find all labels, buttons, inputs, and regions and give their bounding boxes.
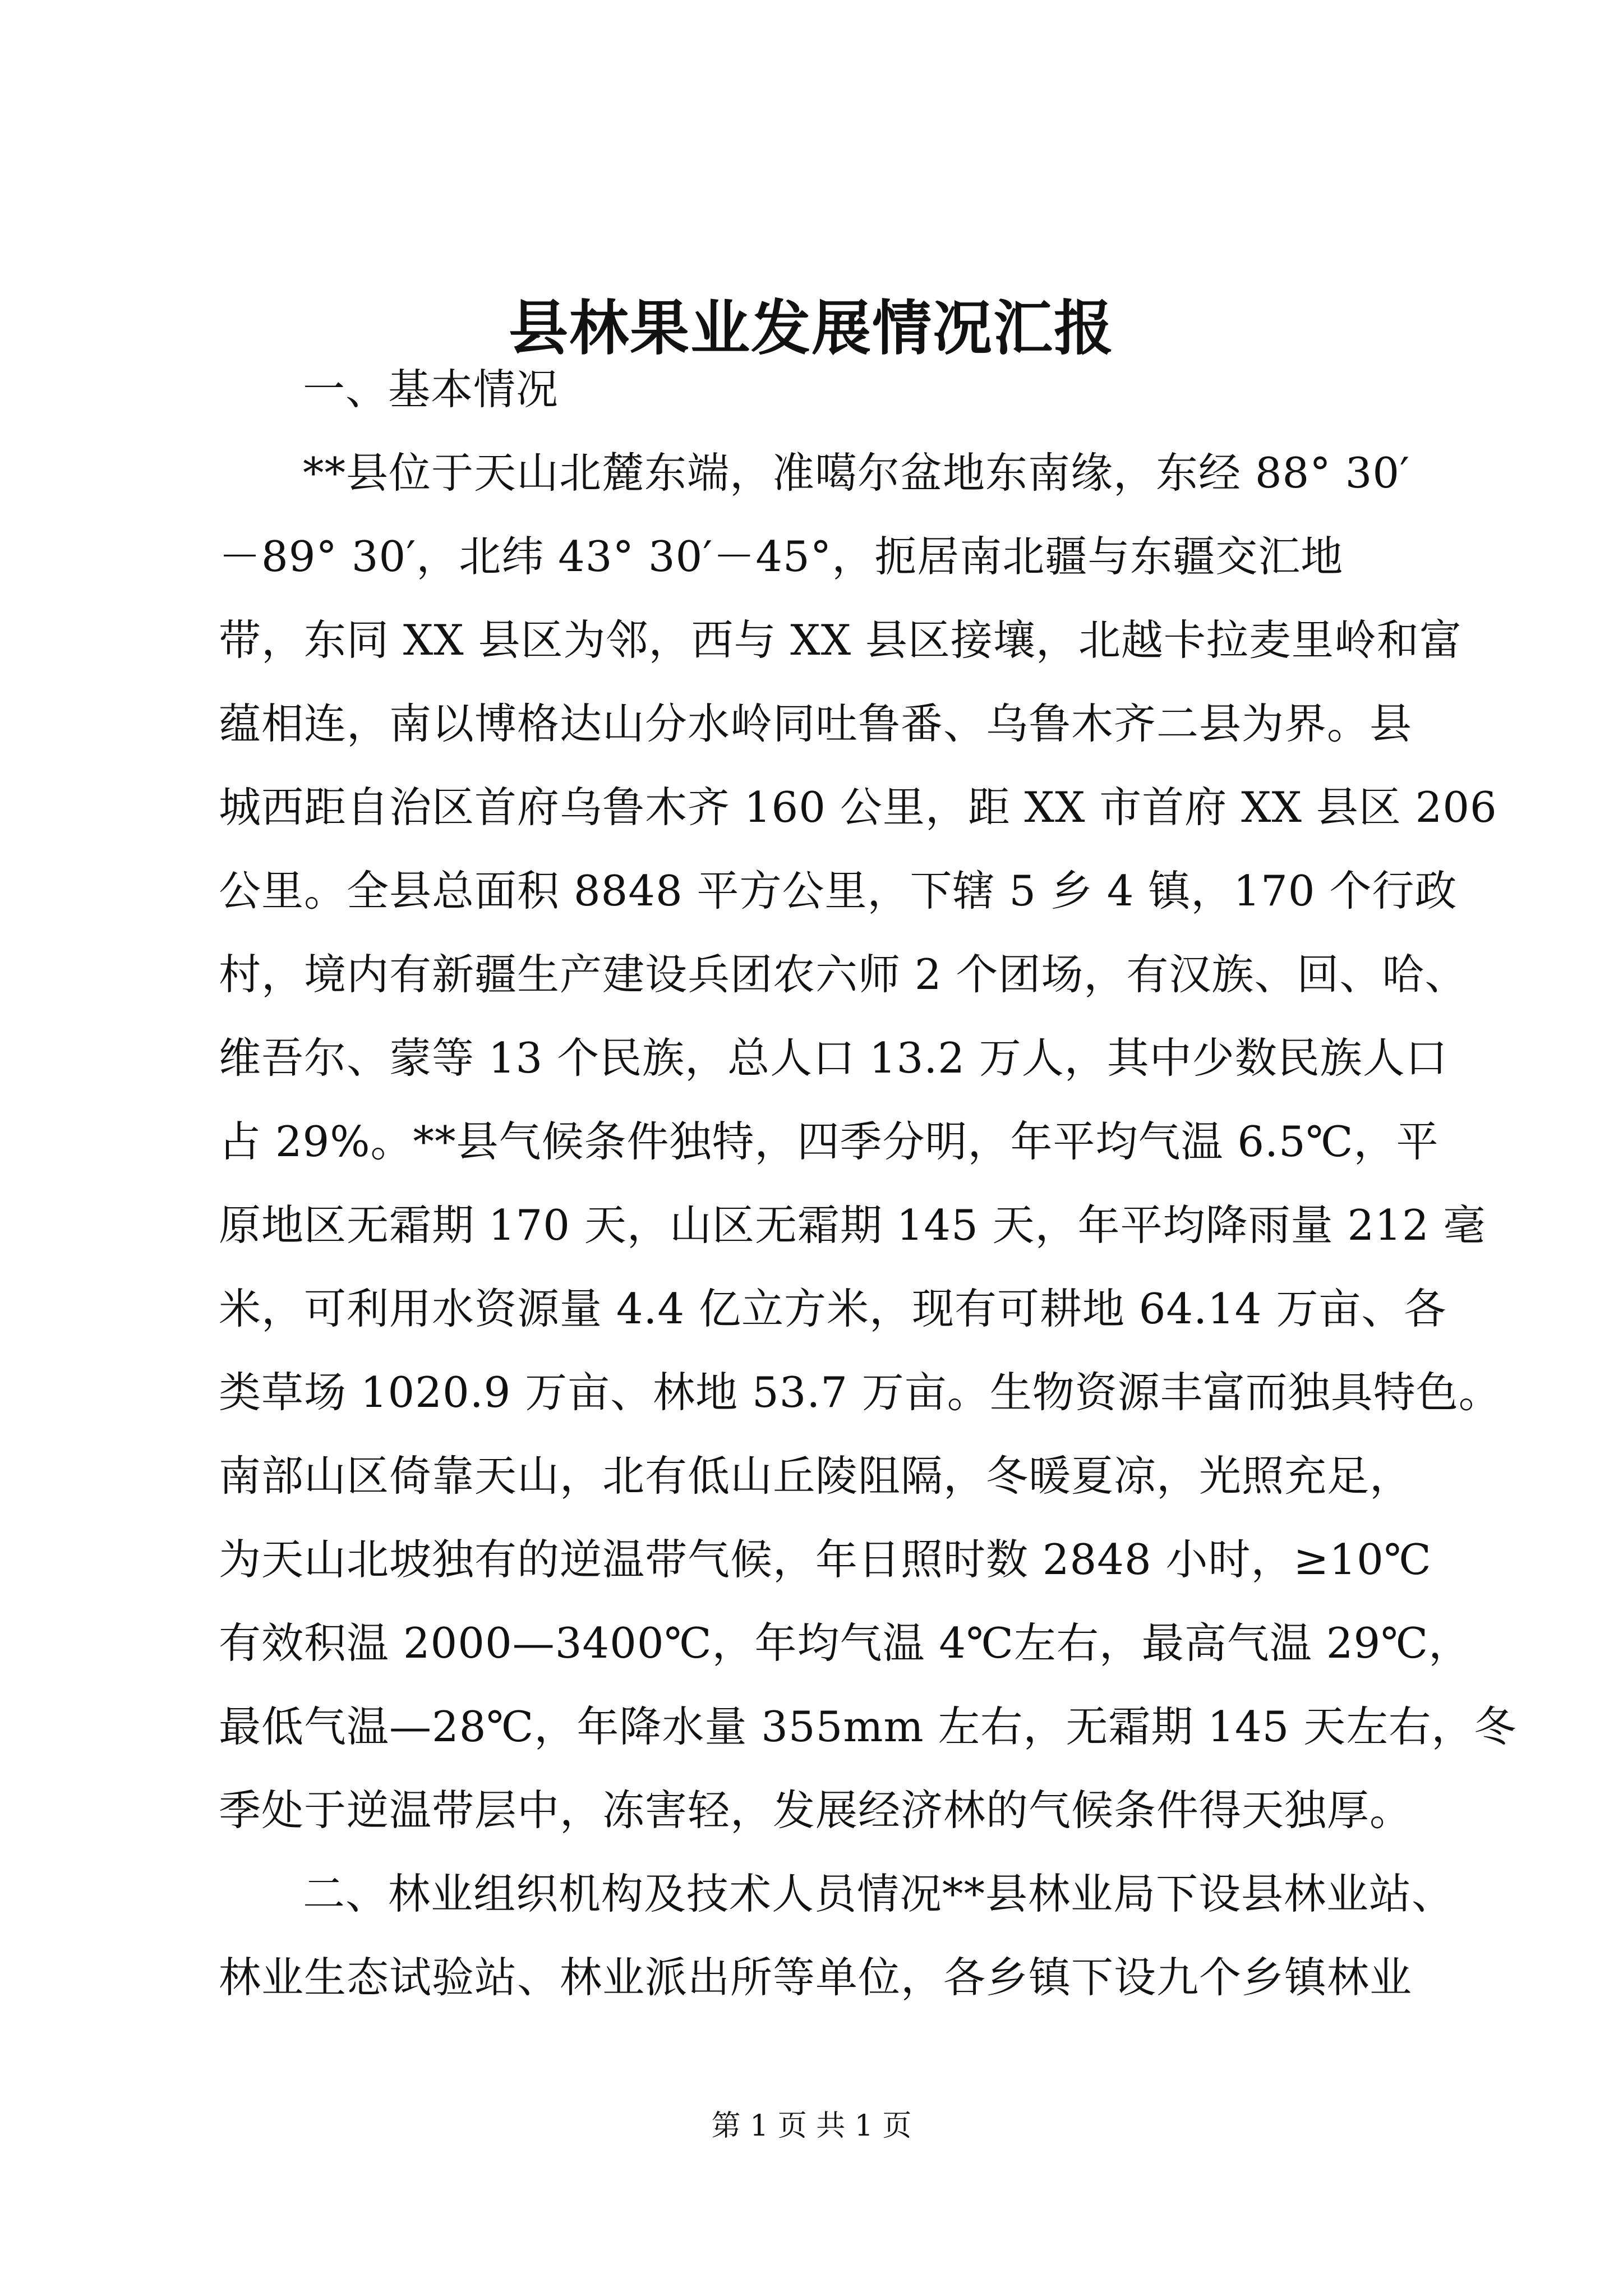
paragraph-line: 占 29%。**县气候条件独特，四季分明，年平均气温 6.5℃，平 xyxy=(219,1117,1439,1166)
paragraph-line: 公里。全县总面积 8848 平方公里，下辖 5 乡 4 镇，170 个行政 xyxy=(219,866,1458,915)
paragraph-line: 带，东同 XX 县区为邻，西与 XX 县区接壤，北越卡拉麦里岭和富 xyxy=(219,615,1462,665)
paragraph-line: 类草场 1020.9 万亩、林地 53.7 万亩。生物资源丰富而独具特色。 xyxy=(219,1368,1501,1417)
paragraph-line: 季处于逆温带层中，冻害轻，发展经济林的气候条件得天独厚。 xyxy=(219,1786,1413,1835)
paragraph-line: 村，境内有新疆生产建设兵团农六师 2 个团场，有汉族、回、哈、 xyxy=(219,950,1468,999)
paragraph-line: 为天山北坡独有的逆温带气候，年日照时数 2848 小时，≥10℃ xyxy=(219,1535,1432,1584)
paragraph-line: 原地区无霜期 170 天，山区无霜期 145 天，年平均降雨量 212 毫 xyxy=(219,1200,1486,1250)
section-heading-organization: 二、林业组织机构及技术人员情况**县林业局下设县林业站、 xyxy=(303,1869,1455,1918)
paragraph-line: 最低气温—28℃，年降水量 355mm 左右，无霜期 145 天左右，冬 xyxy=(219,1702,1517,1751)
paragraph-line: 蕴相连，南以博格达山分水岭同吐鲁番、乌鲁木齐二县为界。县 xyxy=(219,699,1413,748)
paragraph-line: 有效积温 2000—3400℃，年均气温 4℃左右，最高气温 29℃， xyxy=(219,1618,1472,1668)
document-body xyxy=(219,348,1517,2019)
paragraph-line: －89° 30′，北纬 43° 30′－45°，扼居南北疆与东疆交汇地 xyxy=(219,532,1344,581)
document-title: 县林果业发展情况汇报 xyxy=(509,293,1114,363)
paragraph-line: **县位于天山北麓东端，准噶尔盆地东南缘，东经 88° 30′ xyxy=(303,448,1410,498)
paragraph-line: 米，可利用水资源量 4.4 亿立方米，现有可耕地 64.14 万亩、各 xyxy=(219,1284,1447,1333)
section-heading-basic: 一、基本情况 xyxy=(303,365,559,414)
page-footer: 第 1 页 共 1 页 xyxy=(711,2109,912,2143)
paragraph-line: 城西距自治区首府乌鲁木齐 160 公里，距 XX 市首府 XX 县区 206 xyxy=(219,783,1497,832)
paragraph-line: 林业生态试验站、林业派出所等单位，各乡镇下设九个乡镇林业 xyxy=(219,1953,1413,2002)
paragraph-line: 南部山区倚靠天山，北有低山丘陵阻隔，冬暖夏凉，光照充足， xyxy=(219,1451,1413,1501)
paragraph-line: 维吾尔、蒙等 13 个民族，总人口 13.2 万人，其中少数民族人口 xyxy=(219,1033,1448,1083)
